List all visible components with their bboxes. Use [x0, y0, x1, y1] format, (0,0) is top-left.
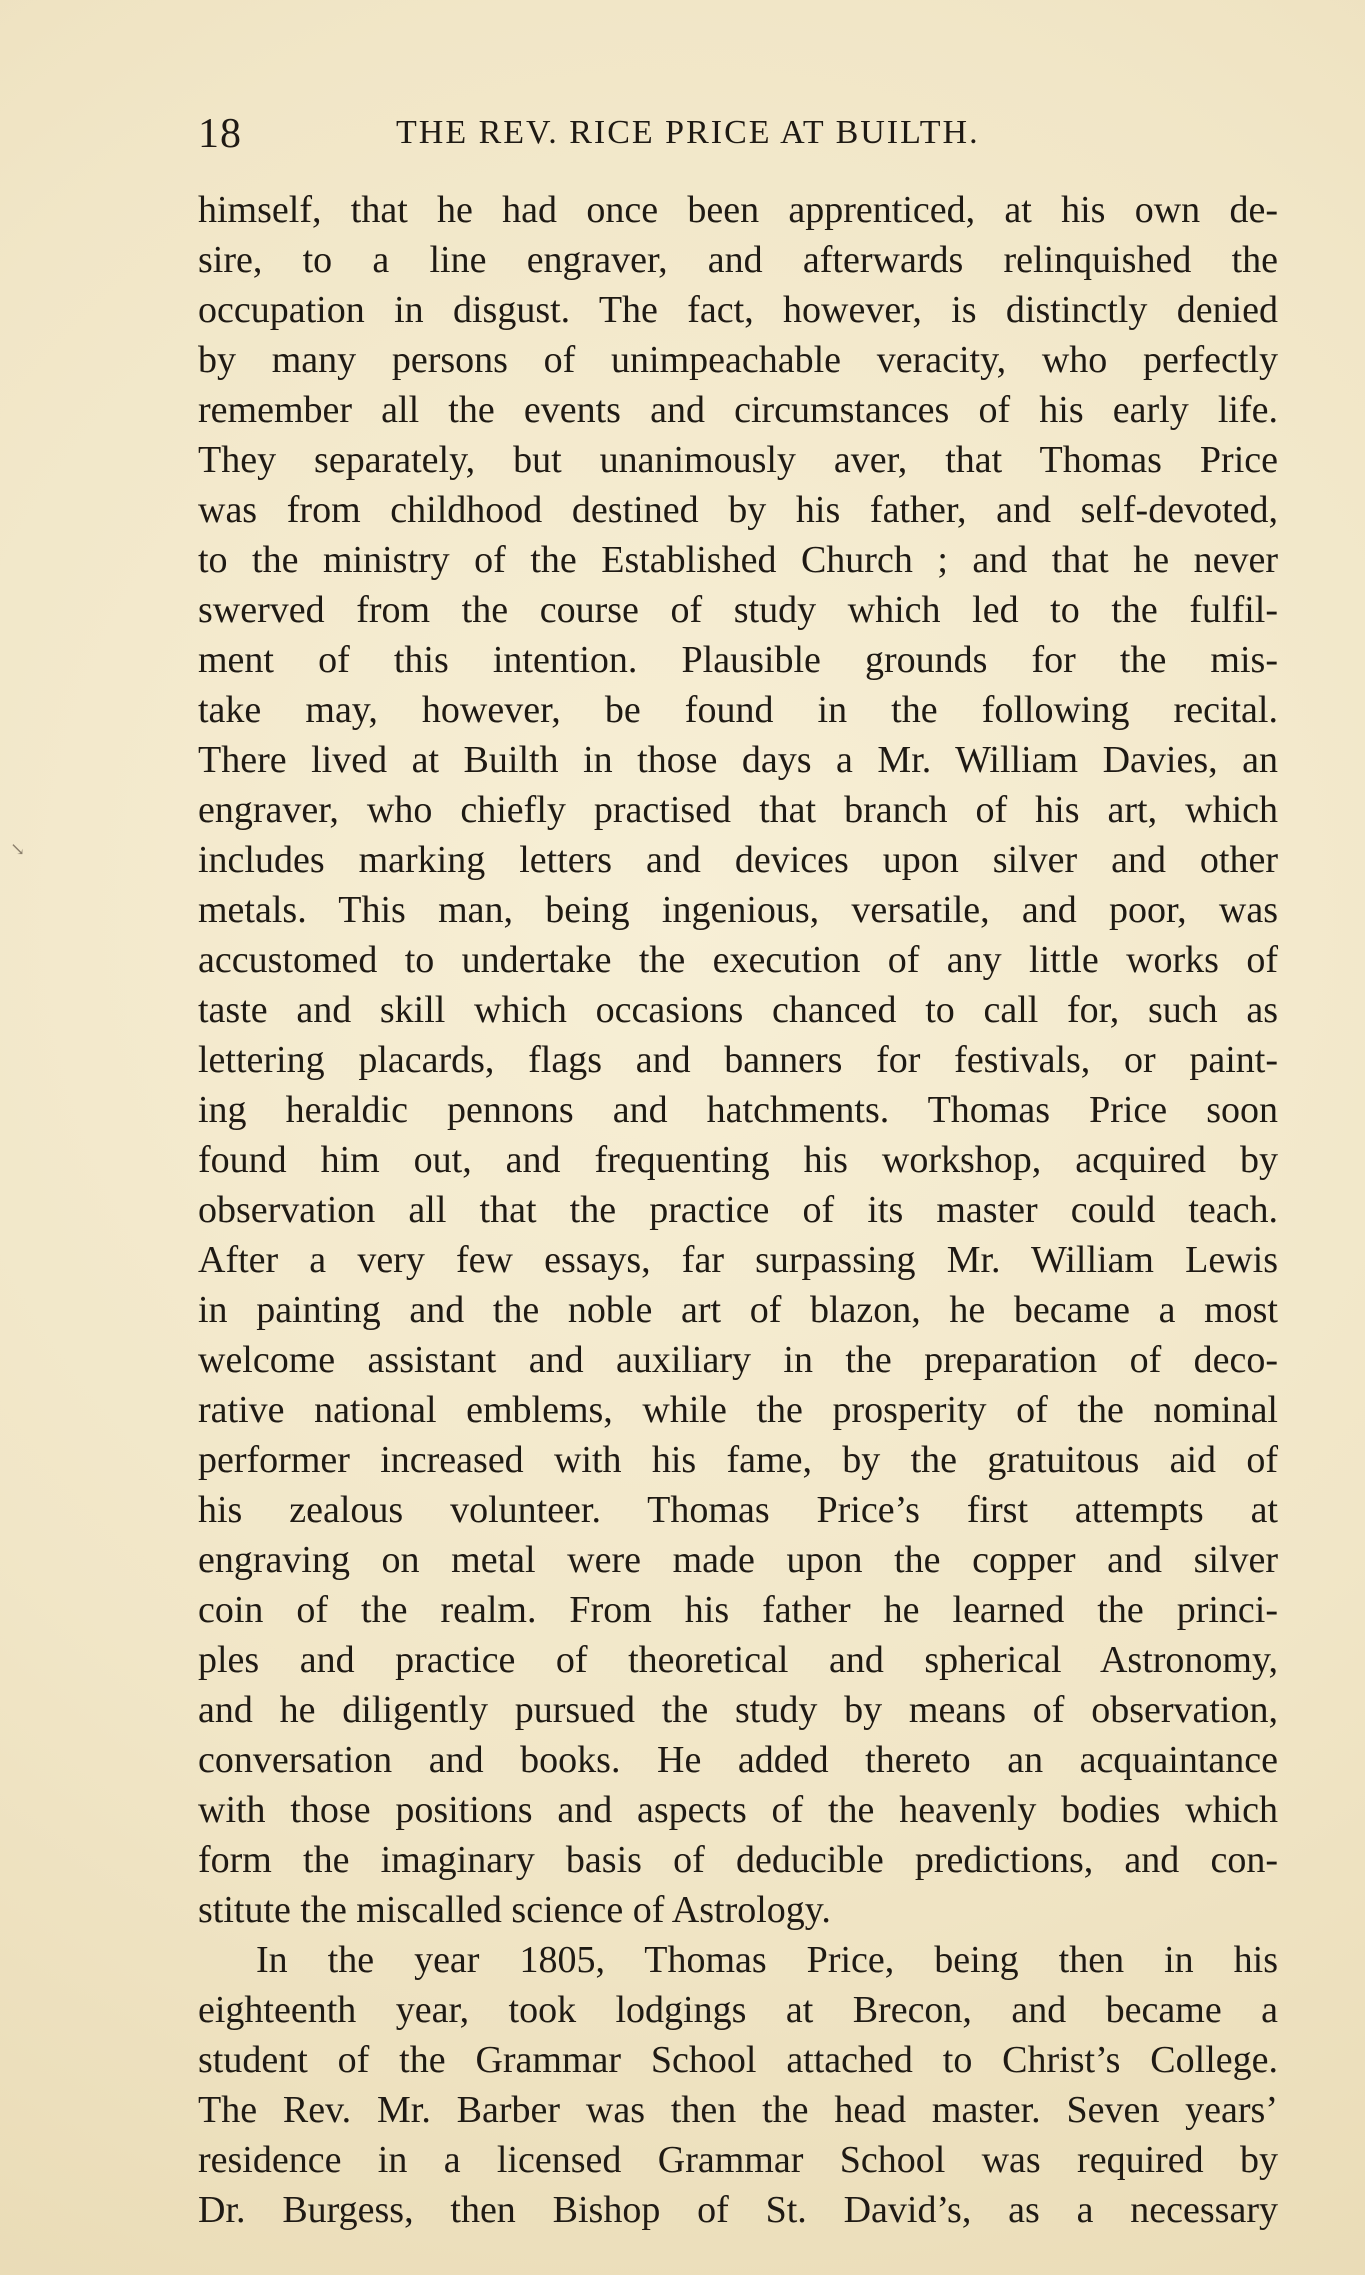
text-line: The Rev. Mr. Barber was then the head master. Seven years’ — [198, 2089, 1278, 2131]
text-line: and he diligently pursued the study by means of observation, — [198, 1689, 1278, 1731]
text-line: with those positions and aspects of the heavenly bodies which — [198, 1789, 1278, 1831]
text-line: his zealous volunteer. Thomas Price’s first attempts at — [198, 1489, 1278, 1531]
text-line: by many persons of unimpeachable veracity, who perfectly — [198, 339, 1278, 381]
text-line: ment of this intention. Plausible grounds for the mis- — [198, 639, 1278, 681]
text-line: swerved from the course of study which led to the fulfil- — [198, 589, 1278, 631]
text-line: engraving on metal were made upon the copper and silver — [198, 1539, 1278, 1581]
text-line: ples and practice of theoretical and spherical Astronomy, — [198, 1639, 1278, 1681]
text-line: lettering placards, flags and banners for festivals, or paint- — [198, 1039, 1278, 1081]
body-text — [198, 185, 1278, 2235]
text-line: engraver, who chiefly practised that branch of his art, which — [198, 789, 1278, 831]
text-line: occupation in disgust. The fact, however, is distinctly denied — [198, 289, 1278, 331]
text-line: performer increased with his fame, by the gratuitous aid of — [198, 1439, 1278, 1481]
text-line: taste and skill which occasions chanced to call for, such as — [198, 989, 1278, 1031]
text-line: accustomed to undertake the execution of any little works of — [198, 939, 1278, 981]
text-line: They separately, but unanimously aver, that Thomas Price — [198, 439, 1278, 481]
page-number: 18 — [198, 111, 242, 157]
text-line: form the imaginary basis of deducible predictions, and con- — [198, 1839, 1278, 1881]
running-head — [198, 110, 1278, 170]
text-line: remember all the events and circumstances of his early life. — [198, 389, 1278, 431]
text-line: was from childhood destined by his father, and self-devoted, — [198, 489, 1278, 531]
text-line: to the ministry of the Established Church ; and that he never — [198, 539, 1278, 581]
text-line: rative national emblems, while the prosperity of the nominal — [198, 1389, 1278, 1431]
text-line: eighteenth year, took lodgings at Brecon, and became a — [198, 1989, 1278, 2031]
text-line: conversation and books. He added thereto an acquaintance — [198, 1739, 1278, 1781]
text-line: found him out, and frequenting his workshop, acquired by — [198, 1139, 1278, 1181]
text-line: in painting and the noble art of blazon, he became a most — [198, 1289, 1278, 1331]
text-line: includes marking letters and devices upon silver and other — [198, 839, 1278, 881]
text-line: welcome assistant and auxiliary in the preparation of deco- — [198, 1339, 1278, 1381]
text-line: himself, that he had once been apprenticed, at his own de- — [198, 189, 1278, 231]
margin-mark-icon: ↘ — [10, 839, 26, 859]
text-line: After a very few essays, far surpassing Mr. William Lewis — [198, 1239, 1278, 1281]
text-line: There lived at Builth in those days a Mr. William Davies, an — [198, 739, 1278, 781]
text-line: residence in a licensed Grammar School was required by — [198, 2139, 1278, 2181]
text-line: take may, however, be found in the following recital. — [198, 689, 1278, 731]
text-line: ing heraldic pennons and hatchments. Thomas Price soon — [198, 1089, 1278, 1131]
text-line: sire, to a line engraver, and afterwards relinquished the — [198, 239, 1278, 281]
running-title: THE REV. RICE PRICE AT BUILTH. — [396, 114, 980, 151]
text-line: student of the Grammar School attached to Christ’s College. — [198, 2039, 1278, 2081]
text-line: observation all that the practice of its master could teach. — [198, 1189, 1278, 1231]
text-line: Dr. Burgess, then Bishop of St. David’s, as a necessary — [198, 2189, 1278, 2231]
text-line: In the year 1805, Thomas Price, being then in his — [256, 1939, 1278, 1981]
text-line: stitute the miscalled science of Astrology. — [198, 1889, 831, 1931]
text-line: coin of the realm. From his father he learned the princi- — [198, 1589, 1278, 1631]
text-line: metals. This man, being ingenious, versatile, and poor, was — [198, 889, 1278, 931]
